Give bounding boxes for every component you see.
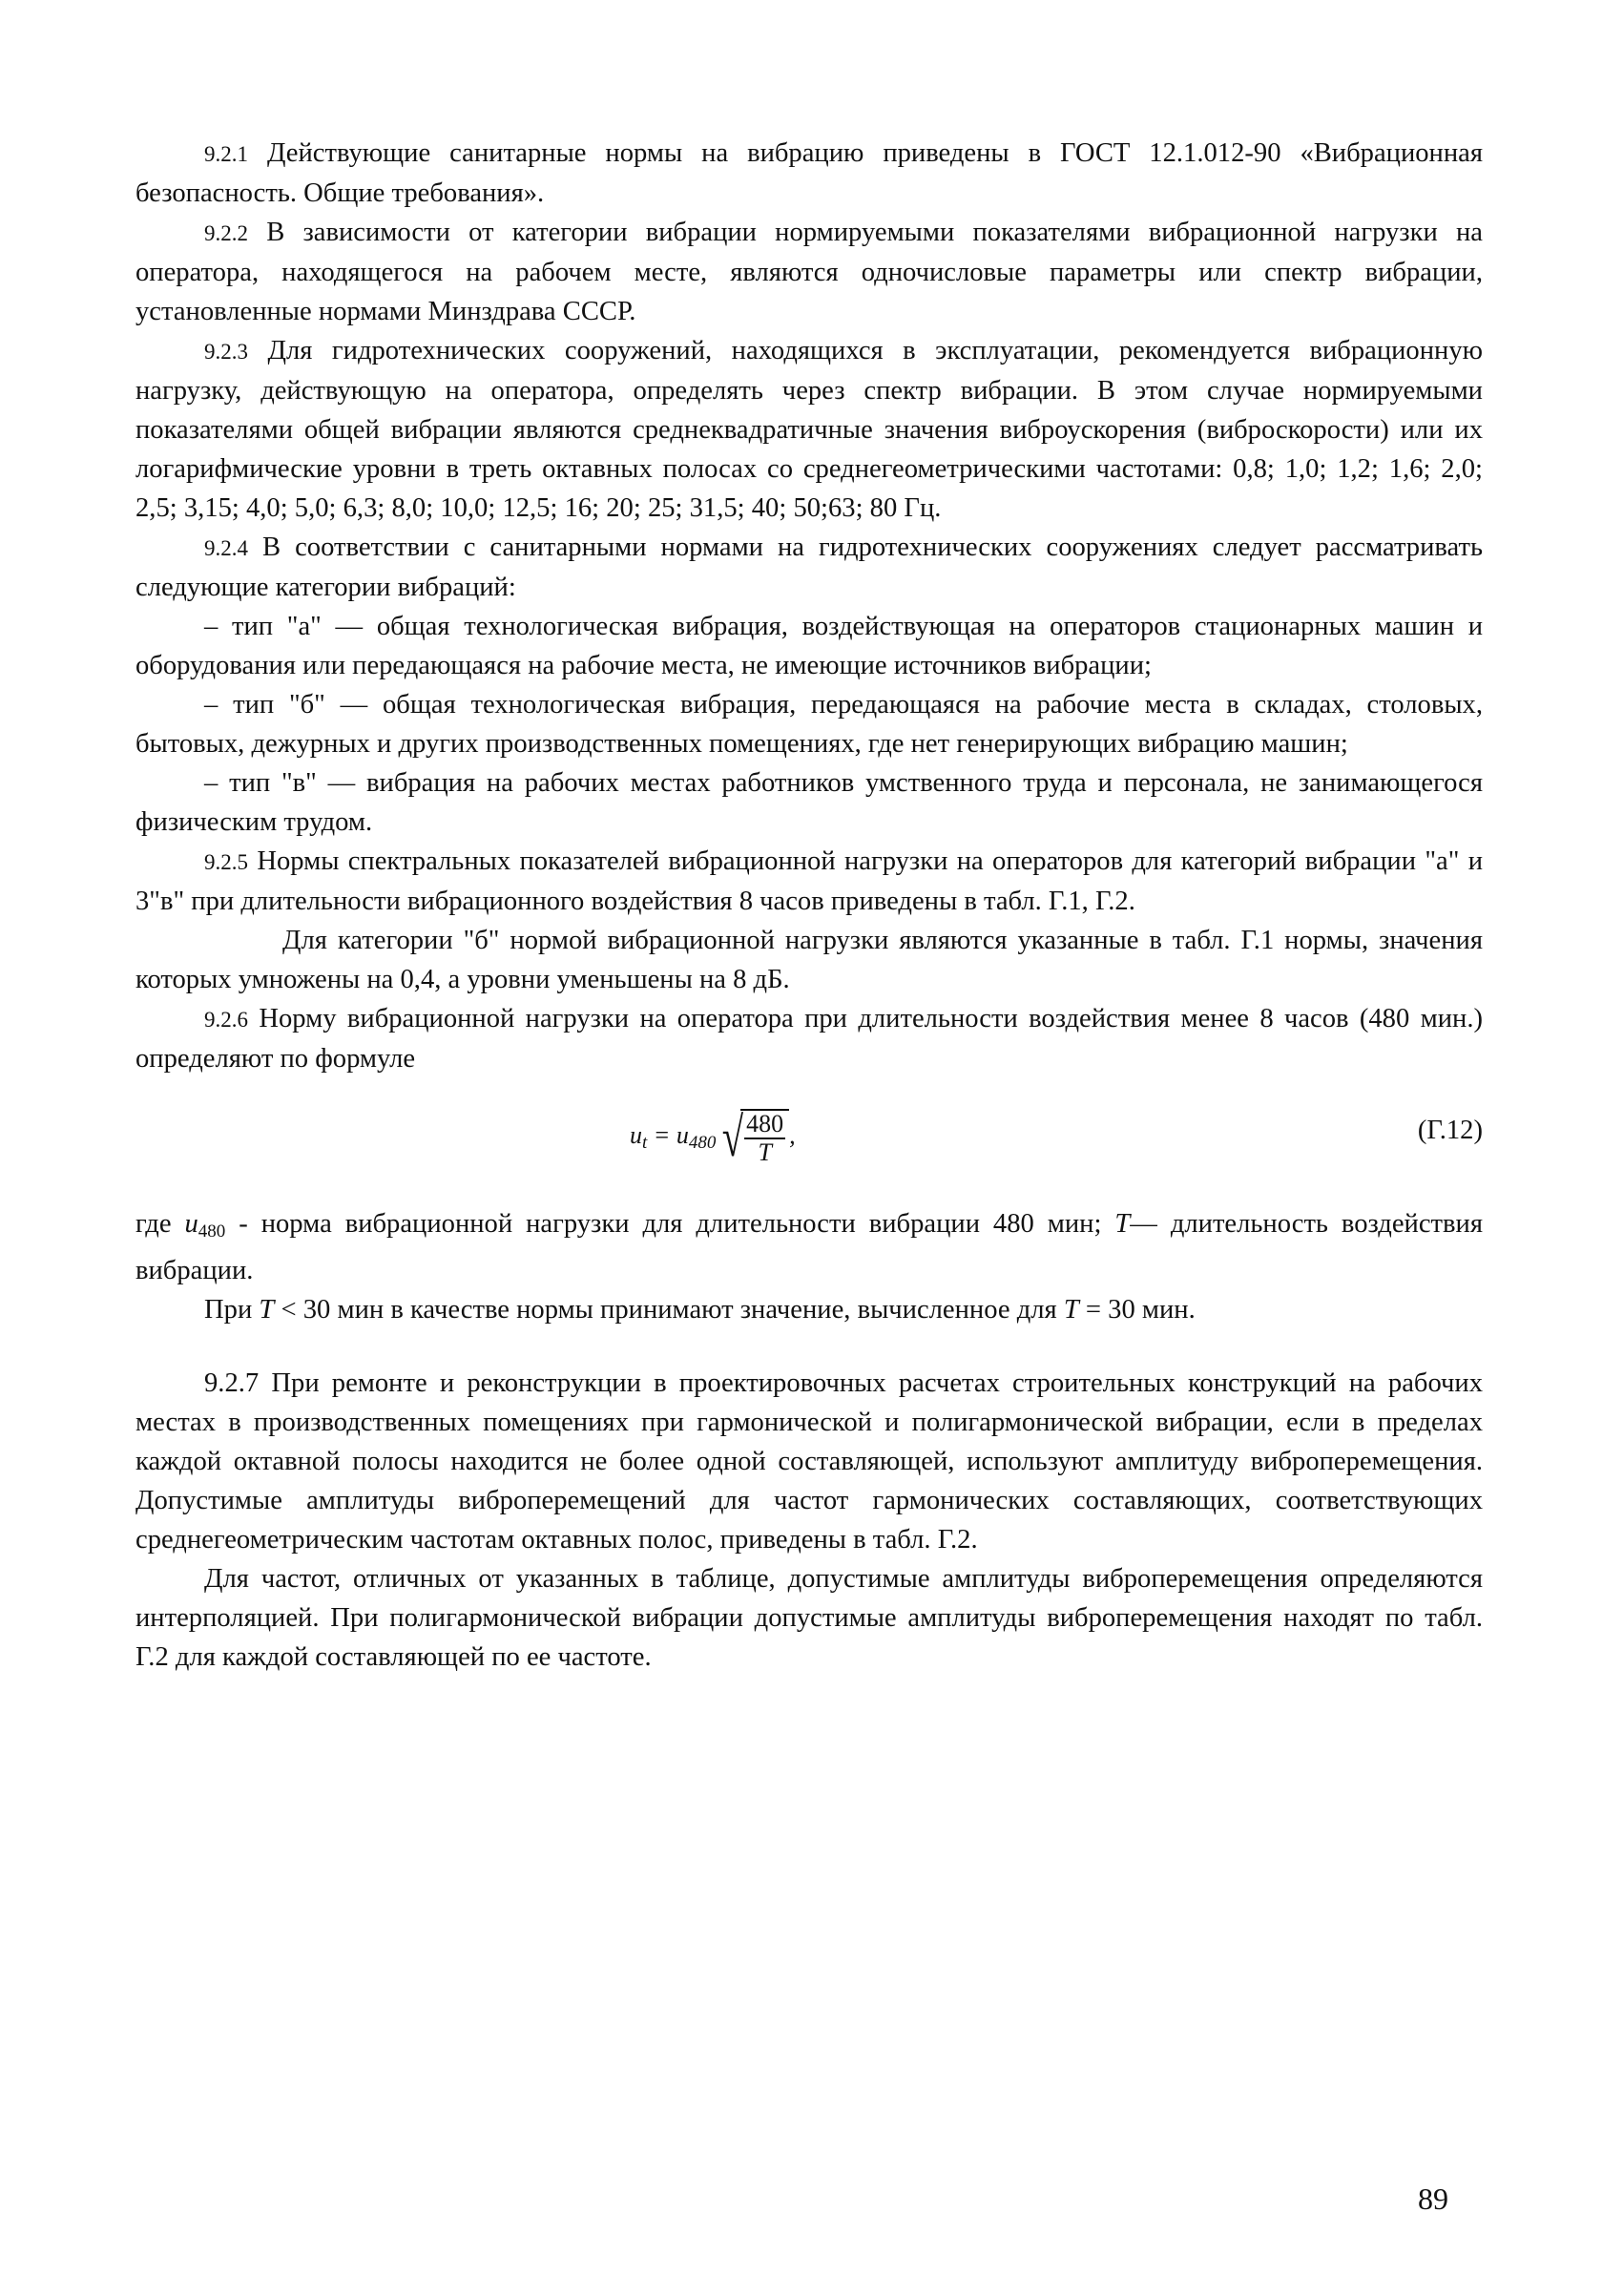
clause-number: 9.2.4 — [204, 536, 248, 560]
formula-rhs-var: u — [676, 1120, 689, 1149]
paragraph-9-2-7: 9.2.7 При ремонте и реконструкции в проектировочных расчетах строительных конструкций на рабочих местах в производственных помещениях при гармонической и полигармонической вибрации, если в пределах каждой октавной полосы находится не более одной составляющей, используют амплитуду виброперемещения. Допустимые амплитуды виброперемещений для частот гармонических составляющих, соответствующих среднегеометрическим частотам октавных полос, приведены в табл. Г.2. — [135, 1368, 1483, 1555]
list-item-type-v: – тип "в" — вибрация на рабочих местах работников умственного труда и персонала, не занимающегося физическим трудом. — [135, 768, 1483, 837]
where-var: u — [184, 1209, 198, 1239]
list-item-type-a: – тип "а" — общая технологическая вибрация, воздействующая на операторов стационарных машин и оборудования или передающаяся на рабочие места, не имеющие источников вибрации; — [135, 612, 1483, 680]
formula-rhs-sub: 480 — [688, 1132, 717, 1153]
square-root — [718, 1106, 789, 1168]
spacer — [135, 1329, 1483, 1364]
when-tvar2: T — [1063, 1295, 1079, 1325]
paragraph-text: Для гидротехнических сооружений, находящихся в эксплуатации, рекомендуется вибрационную нагрузку, действующую на оператора, определять через спектр вибрации. В этом случае нормируемыми показателями общей вибрации являются среднеквадратичные значения виброускорения (виброскорости) или их логарифмические уровни в треть октавных полосах со среднегеометрическими частотами: 0,8; 1,0; 1,2; 1,6; 2,0; 2,5; 3,15; 4,0; 5,0; 6,3; 8,0; 10,0; 12,5; 16; 20; 25; 31,5; 40; 50;63; 80 Гц. — [135, 336, 1483, 523]
when-end: = 30 мин. — [1078, 1295, 1196, 1325]
paragraph-9-2-2 — [135, 213, 1483, 331]
fraction-denominator: T — [758, 1138, 772, 1166]
clause-number: 9.2.2 — [204, 221, 248, 245]
paragraph-9-2-5 — [135, 842, 1483, 921]
clause-number: 9.2.6 — [204, 1008, 248, 1032]
document-body — [135, 134, 1483, 1677]
equation-number: (Г.12) — [1417, 1116, 1483, 1145]
formula-lhs-sub: t — [642, 1132, 648, 1153]
paragraph-9-2-7-note: Для частот, отличных от указанных в таблице, допустимые амплитуды виброперемещения определяются интерполяцией. При полигармонической вибрации допустимые амплитуды виброперемещения находят по табл. Г.2 для каждой составляющей по ее частоте. — [135, 1564, 1483, 1672]
radical-sign-icon: √ — [722, 1106, 744, 1168]
formula-expression — [630, 1106, 796, 1168]
paragraph-text: В зависимости от категории вибрации нормируемыми показателями вибрационной нагрузки на оператора, находящегося на рабочем месте, являются одночисловые параметры или спектр вибрации, установленные нормами Минздрава СССР. — [135, 218, 1483, 326]
paragraph-9-2-6 — [135, 999, 1483, 1078]
paragraph-text: Норму вибрационной нагрузки на оператора при длительности воздействия менее 8 часов (480 мин.) определяют по формуле — [135, 1004, 1483, 1074]
list-item-type-b: – тип "б" — общая технологическая вибрация, передающаяся на рабочие места в складах, столовых, бытовых, дежурных и других производственных помещениях, где нет генерирующих вибрацию машин; — [135, 690, 1483, 759]
clause-number: 9.2.1 — [204, 142, 248, 166]
where-mid: - норма вибрационной нагрузки для длительности вибрации 480 мин; — [225, 1209, 1115, 1239]
when-mid: < 30 мин в качестве нормы принимают значение, вычисленное для — [274, 1295, 1064, 1325]
fraction-numerator: 480 — [746, 1110, 784, 1138]
formula-condition — [135, 1290, 1483, 1329]
where-var-sub: 480 — [198, 1221, 226, 1242]
formula-where-clause — [135, 1204, 1483, 1290]
formula-equals: = — [647, 1120, 676, 1149]
formula-g12 — [135, 1086, 1483, 1193]
paragraph-text: Нормы спектральных показателей вибрационной нагрузки на операторов для категорий вибрации "а" и 3"в" при длительности вибрационного воздействия 8 часов приведены в табл. Г.1, Г.2. — [135, 846, 1483, 916]
where-tvar: T — [1114, 1209, 1131, 1239]
when-tvar1: T — [259, 1295, 275, 1325]
formula-lhs-var: u — [630, 1120, 642, 1149]
where-start: где — [135, 1209, 185, 1239]
where-end: — длительность воздействия вибрации. — [135, 1209, 1483, 1285]
paragraph-9-2-5-note: Для категории "б" нормой вибрационной нагрузки являются указанные в табл. Г.1 нормы, значения которых умножены на 0,4, а уровни уменьшены на 8 дБ. — [135, 926, 1483, 994]
paragraph-text: В соответствии с санитарными нормами на гидротехнических сооружениях следует рассматривать следующие категории вибраций: — [135, 532, 1483, 602]
paragraph-text: Действующие санитарные нормы на вибрацию приведены в ГОСТ 12.1.012-90 «Вибрационная безопасность. Общие требования». — [135, 138, 1483, 208]
page-number: 89 — [1418, 2181, 1448, 2216]
paragraph-9-2-4 — [135, 528, 1483, 607]
formula-trailing-comma: , — [789, 1120, 796, 1149]
when-start: При — [204, 1295, 260, 1325]
fraction — [740, 1109, 789, 1166]
paragraph-9-2-3 — [135, 331, 1483, 528]
paragraph-9-2-1 — [135, 134, 1483, 213]
clause-number: 9.2.3 — [204, 340, 248, 364]
clause-number: 9.2.5 — [204, 850, 248, 874]
